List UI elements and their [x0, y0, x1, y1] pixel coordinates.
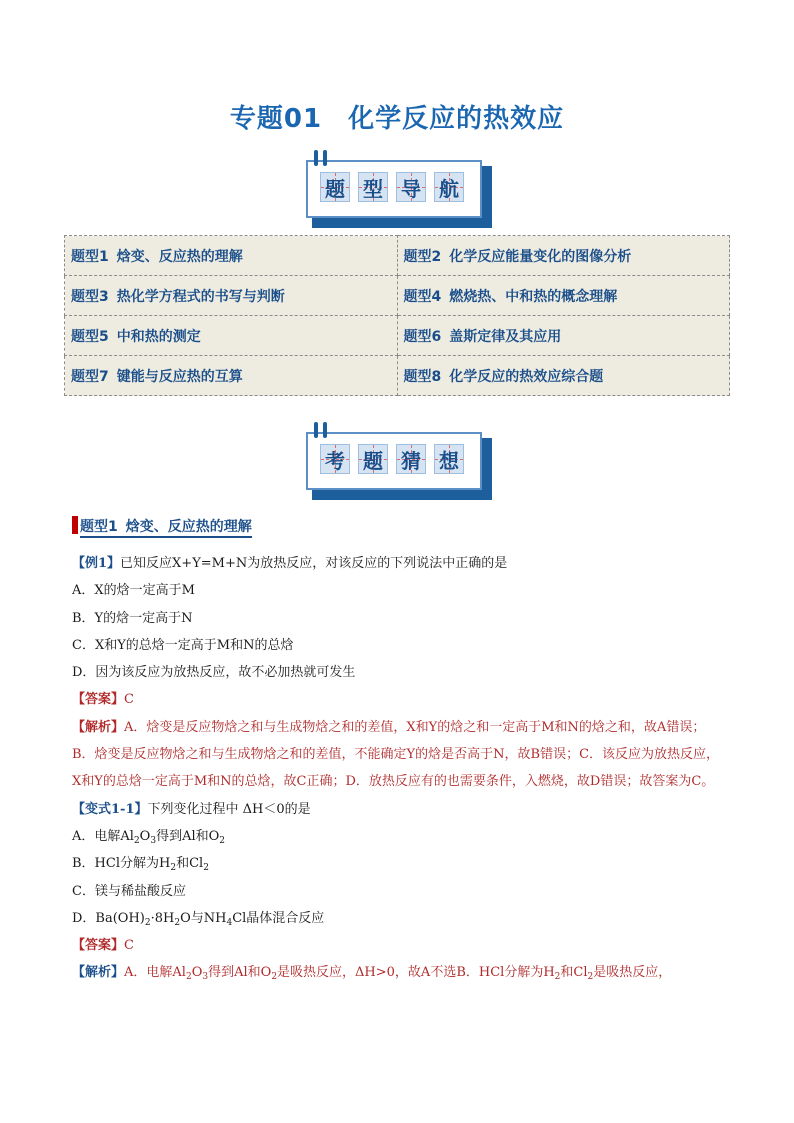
question-content: [72, 550, 724, 987]
variant-stem: 【变式1-1】下列变化过程中 ΔH＜0的是: [72, 801, 311, 817]
option-b: B．Y的焓一定高于N: [72, 610, 193, 626]
binder-rings-icon: [314, 422, 344, 442]
answer-line: 【答案】C: [72, 692, 134, 708]
nav-cell[interactable]: 题型5 中和热的测定: [65, 316, 398, 356]
option-a: A．X的焓一定高于M: [72, 583, 195, 599]
nav-cell[interactable]: 题型1 焓变、反应热的理解: [65, 236, 398, 276]
badge-char: 题: [358, 444, 388, 474]
option-a: A．电解$Al_2O_3$得到Al和$O_2$: [72, 828, 226, 846]
section-heading: 题型1 焓变、反应热的理解: [72, 516, 252, 536]
badge-exam-guess: [306, 432, 486, 494]
nav-cell[interactable]: 题型6 盖斯定律及其应用: [397, 316, 730, 356]
option-c: C．镁与稀盐酸反应: [72, 883, 186, 899]
badge-cells: [320, 444, 464, 474]
table-row: [65, 316, 730, 356]
option-d: D．$Ba(OH)_2\cdot 8H_2O$与$NH_4Cl$晶体混合反应: [72, 910, 325, 928]
nav-cell[interactable]: 题型7 键能与反应热的互算: [65, 356, 398, 396]
nav-cell[interactable]: 题型4 燃烧热、中和热的概念理解: [397, 276, 730, 316]
badge-cells: [320, 172, 464, 202]
answer-line: 【答案】C: [72, 938, 134, 954]
example-stem: 【例1】已知反应X+Y=M+N为放热反应，对该反应的下列说法中正确的是: [72, 556, 508, 571]
topic-navigation-table: [64, 235, 730, 396]
badge-char: 考: [320, 444, 350, 474]
table-row: [65, 356, 730, 396]
nav-cell[interactable]: 题型2 化学反应能量变化的图像分析: [397, 236, 730, 276]
option-c: C．X和Y的总焓一定高于M和N的总焓: [72, 637, 294, 653]
title-text: 化学反应的热效应: [348, 104, 565, 134]
table-row: [65, 236, 730, 276]
table-row: [65, 276, 730, 316]
badge-char: 航: [434, 172, 464, 202]
binder-rings-icon: [314, 150, 344, 170]
badge-char: 型: [358, 172, 388, 202]
badge-char: 想: [434, 444, 464, 474]
badge-topic-navigation: [306, 160, 486, 222]
badge-char: 导: [396, 172, 426, 202]
nav-cell[interactable]: 题型8 化学反应的热效应综合题: [397, 356, 730, 396]
analysis-paragraph: 【解析】A．焓变是反应物焓之和与生成物焓之和的差值，X和Y的焓之和一定高于M和N的焓之和，故A错误；B．焓变是反应物焓之和与生成物焓之和的差值，不能确定Y的焓是否高于N，故B错误；C．该反应为放热反应，X和Y的总焓一定高于M和N的总焓，故C正确；D．放热反应有的也需要条件，入燃烧，故D错误；故答案为C。: [72, 719, 720, 790]
page-title: [0, 98, 794, 135]
title-number: 专题01: [229, 104, 323, 134]
section-marker: [72, 516, 78, 534]
analysis-paragraph: 【解析】A．电解$Al_2O_3$得到Al和$O_2$是吸热反应，ΔH>0，故A不选B．HCl分解为$H_2$和$Cl_2$是吸热反应，: [72, 965, 672, 983]
badge-char: 猜: [396, 444, 426, 474]
badge-char: 题: [320, 172, 350, 202]
nav-cell[interactable]: 题型3 热化学方程式的书写与判断: [65, 276, 398, 316]
option-d: D．因为该反应为放热反应，故不必加热就可发生: [72, 665, 356, 681]
option-b: B．HCl分解为$H_2$和$Cl_2$: [72, 856, 209, 874]
